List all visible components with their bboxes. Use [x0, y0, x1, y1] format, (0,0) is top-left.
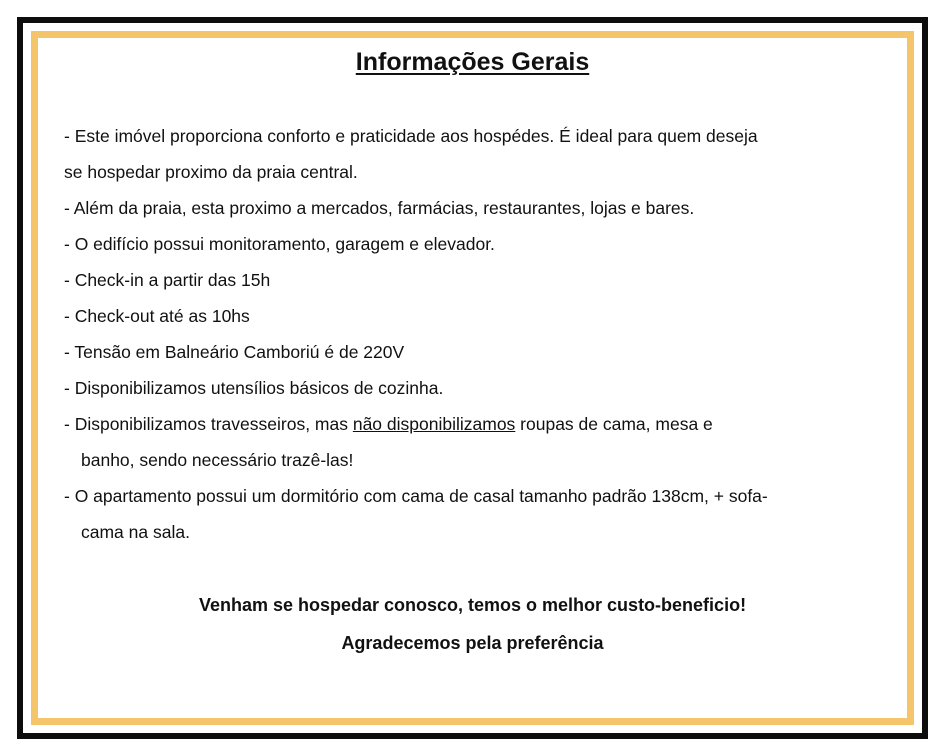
outer-frame: [17, 17, 928, 739]
info-line-comfort: - Este imóvel proporciona conforto e praticidade aos hospédes. É ideal para quem deseja: [64, 126, 758, 146]
info-line-voltage: - Tensão em Balneário Camboriú é de 220V: [64, 342, 405, 362]
info-line-linens-cont: banho, sendo necessário trazê-las!: [81, 450, 354, 470]
info-list: [64, 118, 887, 550]
page-title: Informações Gerais: [355, 48, 590, 76]
linens-suffix: roupas de cama, mesa e: [515, 414, 713, 434]
info-line-bedroom-cont: cama na sala.: [81, 522, 190, 542]
info-line-nearby: - Além da praia, esta proximo a mercados, farmácias, restaurantes, lojas e bares.: [64, 198, 695, 218]
info-line-kitchen: - Disponibilizamos utensílios básicos de cozinha.: [64, 378, 444, 398]
invite-text: Venham se hospedar conosco, temos o melhor custo-beneficio!: [198, 595, 747, 615]
thanks-text: Agradecemos pela preferência: [341, 633, 604, 653]
linens-emphasis: não disponibilizamos: [352, 414, 516, 434]
info-line-linens: [64, 406, 887, 442]
closing-message: [38, 586, 907, 662]
inner-frame: [31, 31, 914, 725]
info-line-checkin: - Check-in a partir das 15h: [64, 270, 271, 290]
info-line-bedroom: - O apartamento possui um dormitório com cama de casal tamanho padrão 138cm, + sofa-: [64, 486, 768, 506]
info-line-comfort-cont: se hospedar proximo da praia central.: [64, 162, 358, 182]
linens-prefix: - Disponibilizamos travesseiros, mas: [64, 414, 353, 434]
info-line-checkout: - Check-out até as 10hs: [64, 306, 250, 326]
info-line-building: - O edifício possui monitoramento, garagem e elevador.: [64, 234, 495, 254]
